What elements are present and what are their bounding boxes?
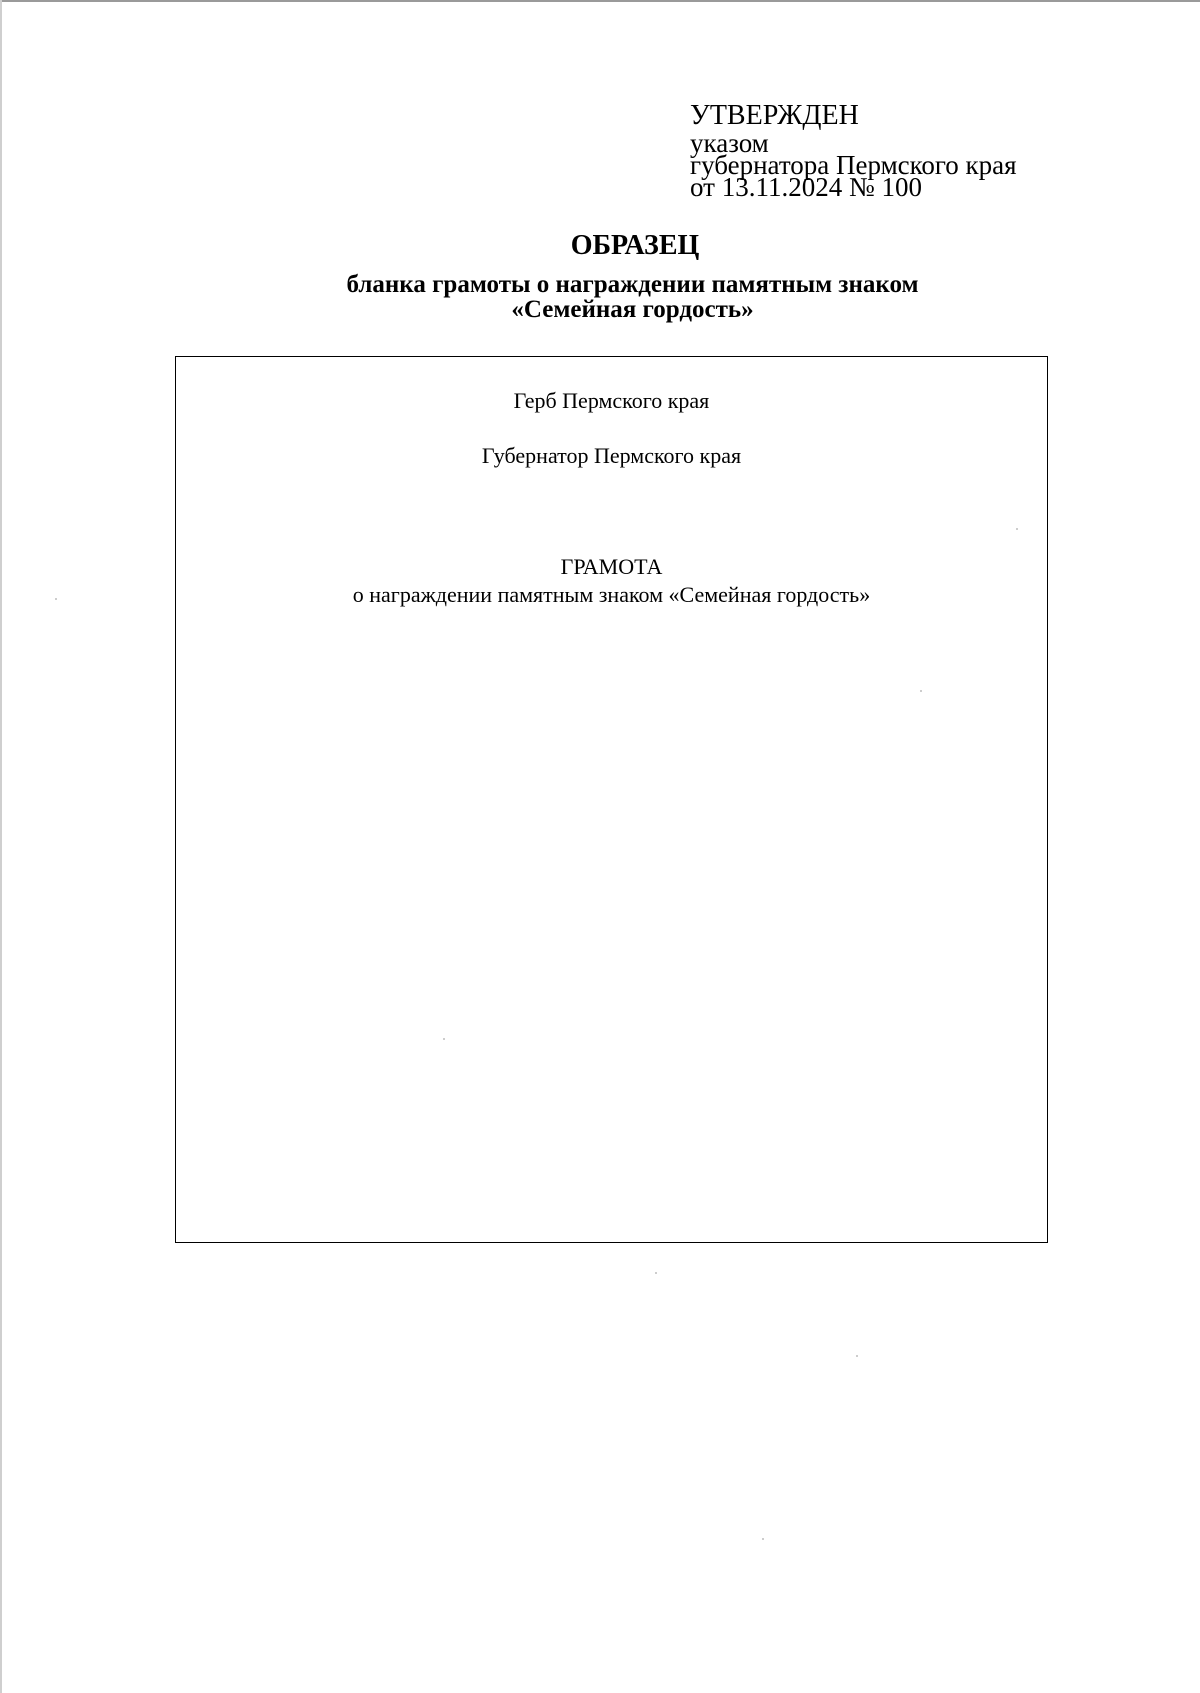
scan-speck: [55, 598, 57, 600]
approval-line-governor: губернатора Пермского края: [690, 150, 1017, 180]
governor-title: Губернатор Пермского края: [481, 443, 742, 468]
page-edge-top: [0, 0, 1200, 2]
scan-speck: [1016, 528, 1018, 530]
certificate-subtitle: о награждении памятным знаком «Семейная гордость»: [352, 582, 871, 607]
document-subtitle-line-2: «Семейная гордость»: [511, 296, 754, 323]
scan-speck: [920, 690, 922, 692]
coat-of-arms-placeholder: Герб Пермского края: [513, 388, 710, 413]
document-subtitle: [0, 272, 1200, 322]
scan-speck: [443, 1038, 445, 1040]
scan-speck: [655, 1272, 657, 1274]
certificate-title: ГРАМОТА: [560, 554, 663, 579]
approval-heading: УТВЕРЖДЕН: [690, 100, 859, 131]
approval-stamp: [690, 100, 1130, 202]
document-subtitle-line-1: бланка грамоты о награждении памятным знаком: [346, 271, 919, 298]
approval-line-date: от 13.11.2024 № 100: [690, 172, 922, 202]
scan-speck: [856, 1355, 858, 1357]
document-title: ОБРАЗЕЦ: [570, 230, 700, 261]
scan-speck: [762, 1538, 764, 1540]
certificate-form-frame: [175, 356, 1048, 1243]
approval-line-decree: указом: [690, 128, 769, 158]
